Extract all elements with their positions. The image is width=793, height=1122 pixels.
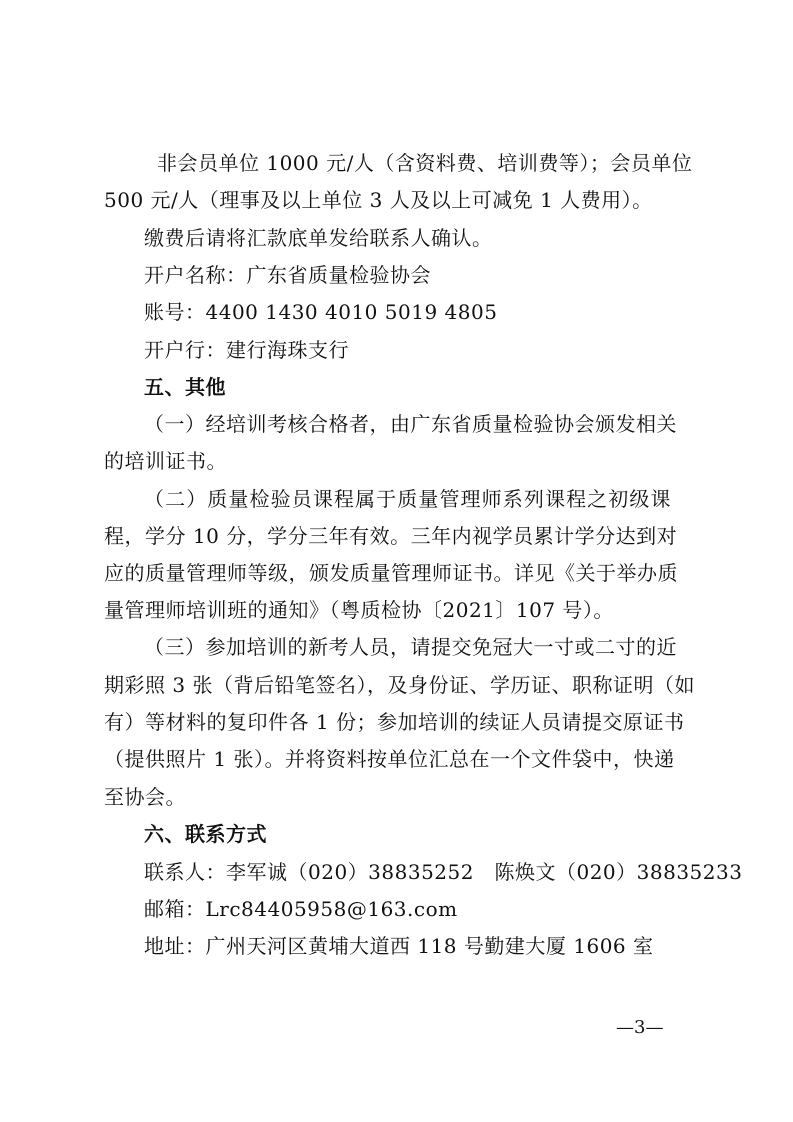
item-1-line-1: （一）经培训考核合格者，由广东省质量检验协会颁发相关 [144, 412, 677, 436]
item-3-line-4: （提供照片 1 张）。并将资料按单位汇总在一个文件袋中，快递 [104, 747, 675, 771]
item-2-line-1: （二）质量检验员课程属于质量管理师系列课程之初级课 [144, 487, 671, 511]
item-3-line-2: 期彩照 3 张（背后铅笔签名），及身份证、学历证、职称证明（如 [104, 673, 695, 697]
fee-line-2: 500 元/人（理事及以上单位 3 人及以上可减免 1 人费用）。 [104, 188, 653, 212]
item-3-line-5: 至协会。 [104, 785, 186, 809]
section-title-contact: 六、联系方式 [144, 822, 267, 846]
fee-line-1: 非会员单位 1000 元/人（含资料费、培训费等）；会员单位 [157, 151, 693, 175]
account-number: 账号：4400 1430 4010 5019 4805 [144, 300, 498, 324]
section-title-other: 五、其他 [144, 375, 226, 399]
contact-persons: 联系人：李军诚（020）38835252 陈焕文（020）38835233 [144, 860, 743, 884]
item-1-line-2: 的培训证书。 [104, 449, 227, 473]
payment-notice: 缴费后请将汇款底单发给联系人确认。 [144, 226, 493, 250]
bank-name: 开户行：建行海珠支行 [144, 338, 349, 362]
item-3-line-3: 有）等材料的复印件各 1 份；参加培训的续证人员请提交原证书 [104, 710, 685, 734]
contact-email: 邮箱：Lrc84405958@163.com [144, 897, 458, 921]
contact-address: 地址：广州天河区黄埔大道西 118 号勤建大厦 1606 室 [144, 934, 654, 958]
item-3-line-1: （三）参加培训的新考人员，请提交免冠大一寸或二寸的近 [144, 635, 677, 659]
item-2-line-3: 应的质量管理师等级，颁发质量管理师证书。详见《关于举办质 [104, 561, 678, 585]
account-name: 开户名称：广东省质量检验协会 [144, 263, 431, 287]
item-2-line-2: 程，学分 10 分，学分三年有效。三年内视学员累计学分达到对 [104, 524, 678, 548]
page-number: —3— [616, 1017, 664, 1038]
item-2-line-4: 量管理师培训班的通知》（粤质检协〔2021〕107 号）。 [104, 598, 614, 622]
